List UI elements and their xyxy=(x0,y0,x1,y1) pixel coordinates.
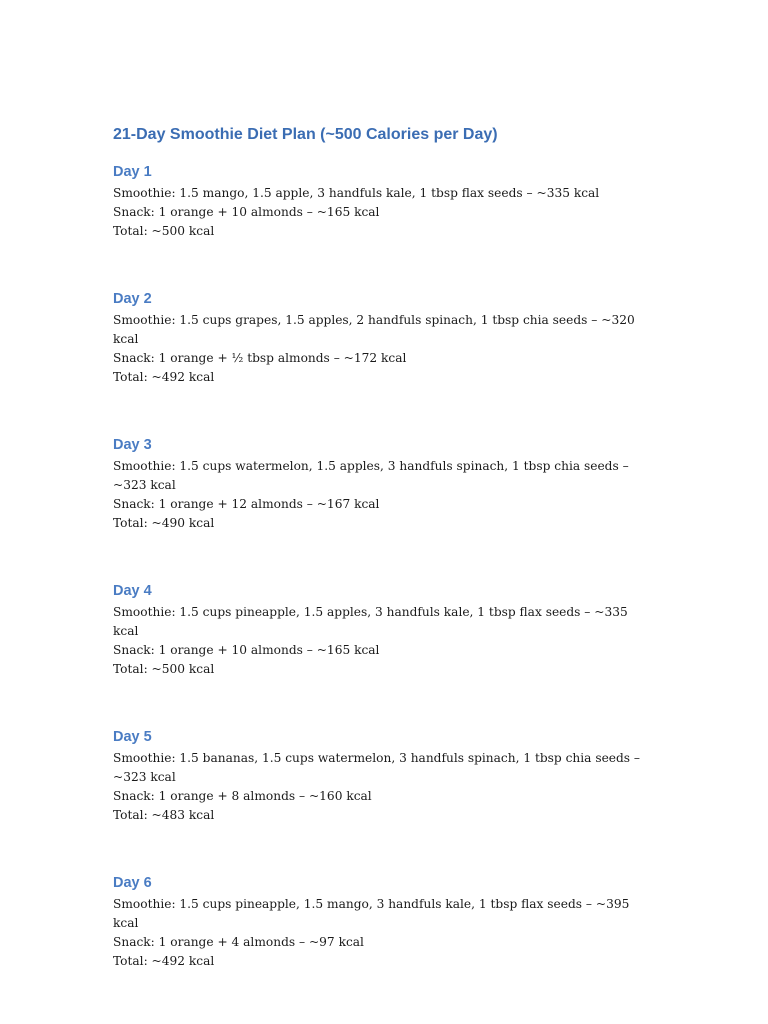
snack-line: Snack: 1 orange + ½ tbsp almonds – ~172 kcal xyxy=(113,351,407,365)
smoothie-line: Smoothie: 1.5 cups grapes, 1.5 apples, 2 handfuls spinach, 1 tbsp chia seeds – ~320 kcal xyxy=(113,313,635,346)
day-heading: Day 5 xyxy=(113,729,152,745)
day-section-2 xyxy=(113,289,643,387)
day-heading: Day 1 xyxy=(113,164,152,180)
total-line: Total: ~492 kcal xyxy=(113,954,215,968)
total-line: Total: ~500 kcal xyxy=(113,662,215,676)
smoothie-line: Smoothie: 1.5 mango, 1.5 apple, 3 handfuls kale, 1 tbsp flax seeds – ~335 kcal xyxy=(113,186,600,200)
day-heading: Day 3 xyxy=(113,437,152,453)
day-heading: Day 4 xyxy=(113,583,152,599)
snack-line: Snack: 1 orange + 8 almonds – ~160 kcal xyxy=(113,789,372,803)
total-line: Total: ~490 kcal xyxy=(113,516,215,530)
smoothie-line: Smoothie: 1.5 cups pineapple, 1.5 apples, 3 handfuls kale, 1 tbsp flax seeds – ~335 kcal xyxy=(113,605,628,638)
total-line: Total: ~492 kcal xyxy=(113,370,215,384)
snack-line: Snack: 1 orange + 12 almonds – ~167 kcal xyxy=(113,497,380,511)
snack-line: Snack: 1 orange + 10 almonds – ~165 kcal xyxy=(113,205,380,219)
day-section-5 xyxy=(113,727,643,825)
document-title: 21-Day Smoothie Diet Plan (~500 Calories per Day) xyxy=(113,126,498,143)
day-heading: Day 2 xyxy=(113,291,152,307)
smoothie-line: Smoothie: 1.5 bananas, 1.5 cups watermelon, 3 handfuls spinach, 1 tbsp chia seeds – ~323 kcal xyxy=(113,751,641,784)
day-section-6 xyxy=(113,873,643,971)
snack-line: Snack: 1 orange + 10 almonds – ~165 kcal xyxy=(113,643,380,657)
day-section-1 xyxy=(113,162,643,241)
document-page xyxy=(113,124,643,1019)
day-section-3 xyxy=(113,435,643,533)
snack-line: Snack: 1 orange + 4 almonds – ~97 kcal xyxy=(113,935,364,949)
total-line: Total: ~500 kcal xyxy=(113,224,215,238)
day-section-4 xyxy=(113,581,643,679)
smoothie-line: Smoothie: 1.5 cups pineapple, 1.5 mango, 3 handfuls kale, 1 tbsp flax seeds – ~395 kcal xyxy=(113,897,630,930)
smoothie-line: Smoothie: 1.5 cups watermelon, 1.5 apples, 3 handfuls spinach, 1 tbsp chia seeds – ~323 kcal xyxy=(113,459,629,492)
day-heading: Day 6 xyxy=(113,875,152,891)
total-line: Total: ~483 kcal xyxy=(113,808,215,822)
